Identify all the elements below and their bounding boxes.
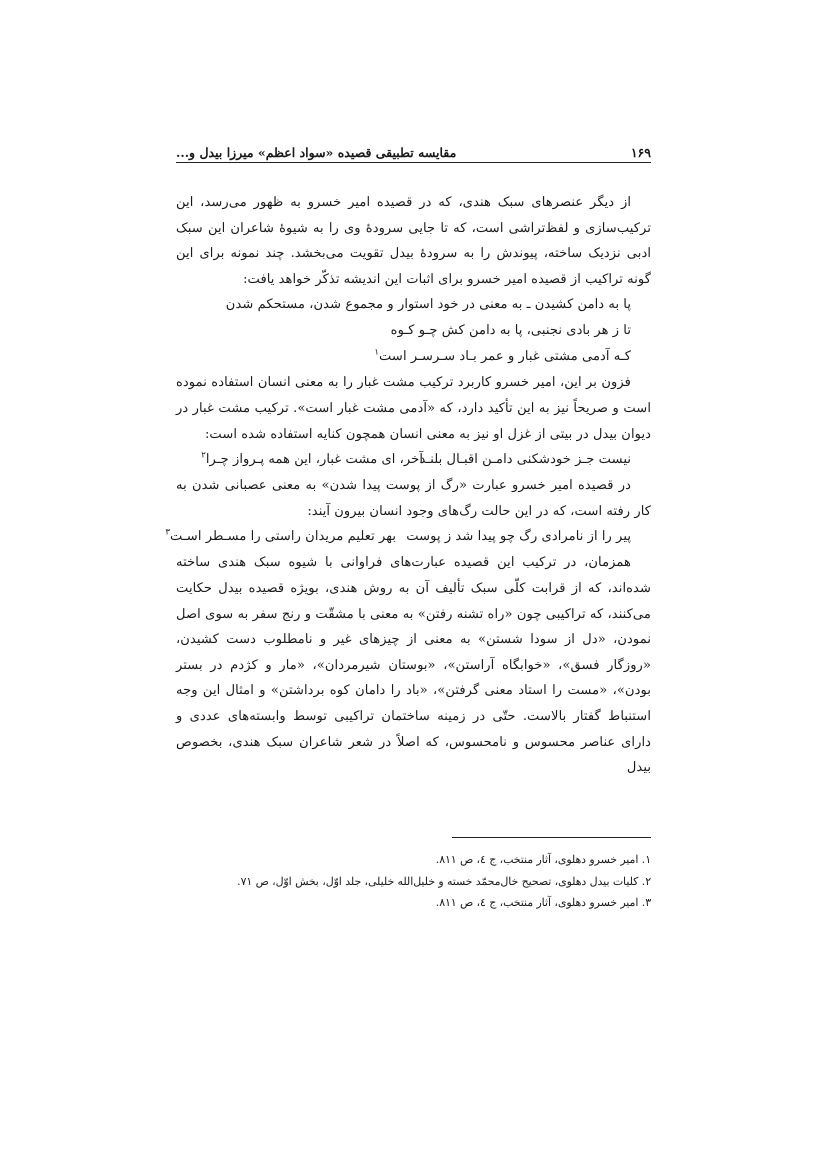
verse-3-hemistich-2-wrap xyxy=(165,524,396,550)
verse-1-hemistich-1: پا به دامن کشیدن ـ به معنی در خود استوار و مجموع شدن، مستحکم شدن xyxy=(225,297,631,313)
paragraph-1: از دیگر عنصرهای سبک هندی، که در قصیده امیر خسرو به ظهور می‌رسد، این ترکیب‌سازی و لفظ‌تراشی است، که تا جایی سرودهٔ وی را به شیوهٔ شاعران این سبک ادبی نزدیک ساخته، پیوندش را به سرودهٔ بیدل تقویت می‌بخشد. چند نمونه برای این گونه تراکیب از قصیده امیر خسرو برای اثبات این اندیشه تذکّر خواهد یافت: xyxy=(176,195,651,287)
verse-1-hemistich-3-wrap xyxy=(374,344,631,370)
verse-1-hemistich-2: تا ز هر بادی نجنبی، پا به دامن کش چـو کـوه xyxy=(390,323,631,339)
paragraph-2: فزون بر این، امیر خسرو کاربرد ترکیب مشت غبار را به معنی انسان استفاده نموده است و صریحاً نیز به این تأکید دارد، که «آدمی مشت غبار است». ترکیب مشت غبار در دیوان بیدل در بیتی از غزل او نیز به معنی انسان همچون کنایه استفاده شده است: xyxy=(176,375,651,442)
footnote-2: ۲. کلیات بیدل دهلوی، تصحیح خال‌محمّد خسته و خلیل‌الله خلیلی، جلد اوّل، بخش اوّل، ص ۷۱. xyxy=(237,874,651,888)
verse-1-line-3 xyxy=(176,344,651,370)
verse-2-hemistich-2: آخر، ای مشت غبار، این همه پـرواز چـرا xyxy=(205,452,423,468)
footnote-ref-1: ۱ xyxy=(374,347,379,358)
footnote-ref-3: ۳ xyxy=(165,527,170,538)
footnote-3: ۳. امیر خسرو دهلوی، آثار منتخب، ج ٤، ص ۸۱۱. xyxy=(435,896,651,909)
verse-3-hemistich-2: بهر تعلیم مریدان راستی را مسـطر اسـت xyxy=(169,529,396,545)
footnote-rule xyxy=(452,837,651,838)
header-rule xyxy=(176,162,651,163)
verse-2 xyxy=(176,447,651,473)
verse-3-hemistich-1: پیر را از نامرادی رگ چو پیدا شد ز پوست xyxy=(406,529,631,545)
running-title: مقایسه تطبیقی قصیده «سواد اعظم» میرزا بیدل و... xyxy=(176,144,457,160)
footnote-ref-2: ۲ xyxy=(201,450,206,461)
body-text xyxy=(165,190,651,781)
page-header xyxy=(176,142,651,162)
verse-1-line-1 xyxy=(176,292,651,318)
paragraph-4: همزمان، در ترکیب این قصیده عبارت‌های فراوانی با شیوه سبک هندی ساخته شده‌اند، که از قرابت کلّی سبک تألیف آن به روش هندی، بویژه قصیده بیدل حکایت می‌کنند، که تراکیبی چون «راه تشنه رفتن» به معنی با مشقّت و رنج سفر به سوی اصل نمودن، «دل از سودا شستن» به معنی از چیزهای غیر و نامطلوب دست کشیدن، «روزگار فسق»، «خوابگاه آراستن»، «بوستان شیرمردان»، «مار و کژدم در بستر بودن»، «مست را استاد معنی گرفتن»، «باد را دامان کوه برداشتن» و امثال این وجه استنباط گفتار بالاست. حتّی در زمینه ساختمان تراکیبی توسط وابسته‌های عددی و دارای عناصر محسوس و نامحسوس، که اصلاً در شعر شاعران سبک هندی، بخصوص بیدل xyxy=(176,555,651,776)
verse-1-line-2 xyxy=(176,318,651,344)
verse-2-hemistich-2-wrap xyxy=(201,447,423,473)
paragraph-3: در قصیده امیر خسرو عبارت «رگ از پوست پیدا شدن» به معنی عصبانی شدن به کار رفته است، که در این حالت رگ‌های وجود انسان بیرون آیند: xyxy=(176,478,651,519)
footnotes xyxy=(176,849,651,914)
verse-2-hemistich-1: نیست جـز خودشکنی دامـن اقبـال بلنـد xyxy=(419,452,631,468)
footnote-1: ۱. امیر خسرو دهلوی، آثار منتخب، ج ٤، ص ۸۱۱. xyxy=(435,853,651,866)
verse-3 xyxy=(165,524,651,550)
verse-1-hemistich-3: کـه آدمی مشتی غبار و عمر بـاد سـرسـر است xyxy=(378,349,631,365)
page-number: ۱۶۹ xyxy=(630,144,651,160)
